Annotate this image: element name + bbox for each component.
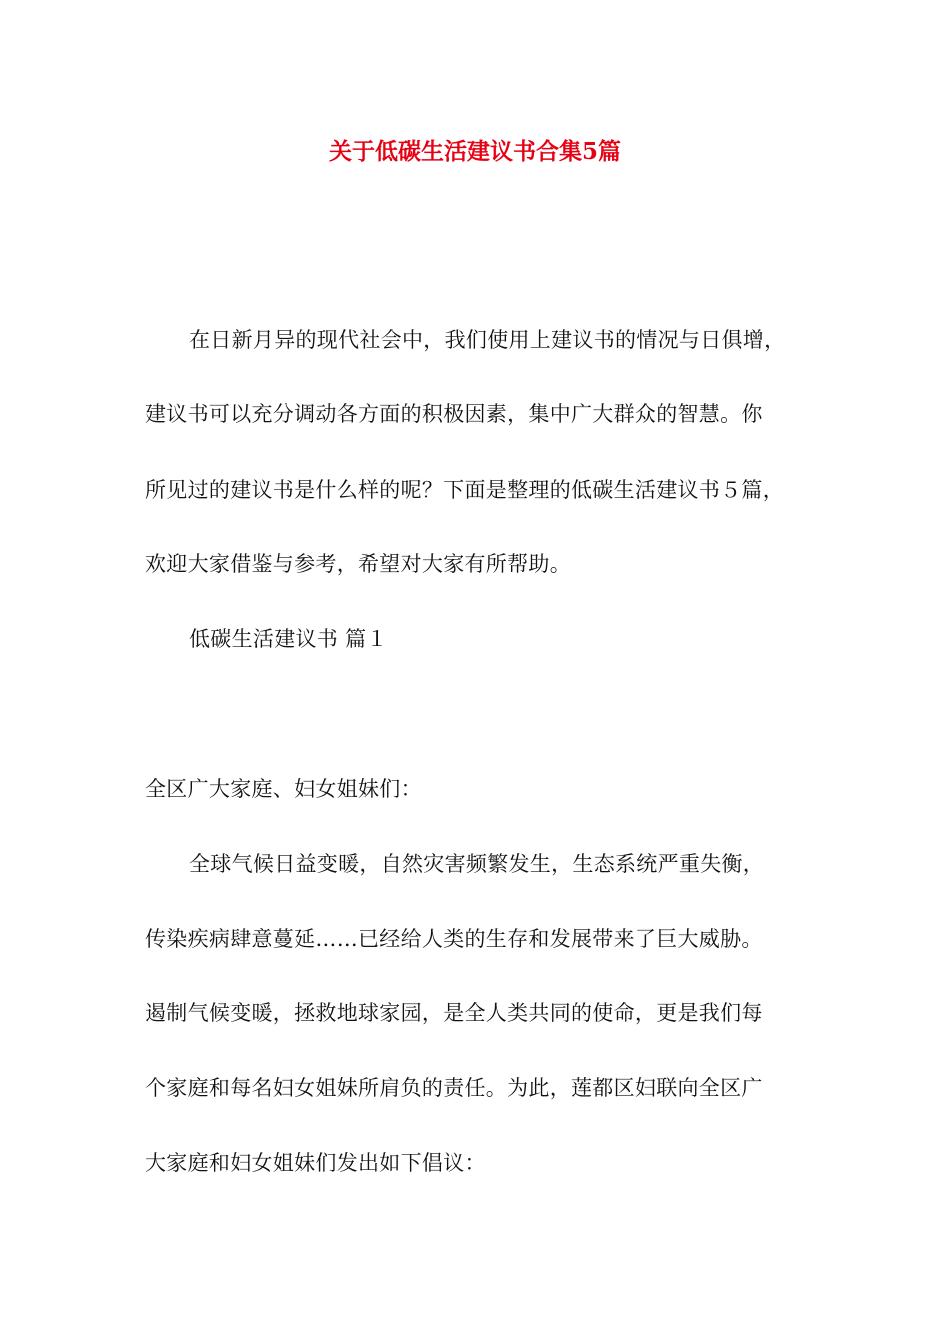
intro-line-2: 建议书可以充分调动各方面的积极因素，集中广大群众的智慧。你 [145,402,763,426]
salutation: 全区广大家庭、妇女姐妹们： [145,777,422,801]
intro-line-1: 在日新月异的现代社会中，我们使用上建议书的情况与日俱增， [189,328,786,352]
section-heading: 低碳生活建议书 篇１ [189,627,388,651]
body-line-2: 传染疾病肆意蔓延……已经给人类的生存和发展带来了巨大威胁。 [145,927,763,951]
body-line-4: 个家庭和每名妇女姐妹所肩负的责任。为此，莲都区妇联向全区广 [145,1076,763,1100]
body-line-3: 遏制气候变暖，拯救地球家园，是全人类共同的使命，更是我们每 [145,1001,763,1025]
body-line-5: 大家庭和妇女姐妹们发出如下倡议： [145,1151,486,1175]
intro-line-4: 欢迎大家借鉴与参考，希望对大家有所帮助。 [145,552,571,576]
document-title: 关于低碳生活建议书合集5篇 [328,138,621,165]
intro-line-3: 所见过的建议书是什么样的呢？下面是整理的低碳生活建议书５篇， [145,478,784,502]
body-line-1: 全球气候日益变暖，自然灾害频繁发生，生态系统严重失衡， [189,852,765,876]
